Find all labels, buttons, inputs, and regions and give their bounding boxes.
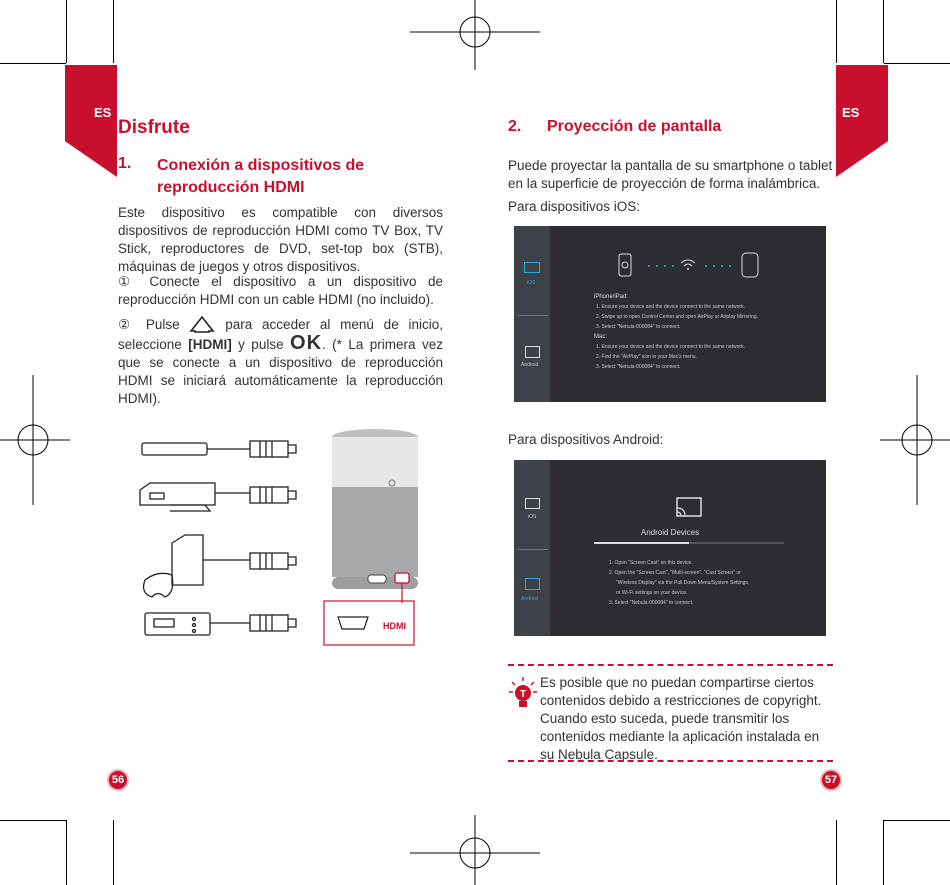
step-2: [118, 313, 443, 408]
tab-ios[interactable]: iOS: [528, 514, 537, 520]
section-title-1-line1: Conexión a dispositivos de: [157, 157, 365, 174]
android-step: or Wi-Fi settings on your device.: [616, 590, 688, 596]
lang-tab-right-label: ES: [842, 105, 860, 120]
android-devices-title: Android Devices: [640, 528, 700, 537]
cast-icon: [525, 578, 540, 590]
android-step: 2. Open the "Screen Cast", "Multi-screen", "Cast Screen" or: [609, 570, 741, 576]
registration-mark-left: [0, 375, 70, 505]
step-2-text-b: y pulse: [238, 337, 284, 352]
step-2-note: . (* La primera vez que se conecte a un dispositivo de reproducción HDMI se iniciará automáticamente la reproducción HDMI).: [118, 337, 443, 406]
tv-icon: [524, 262, 540, 273]
ok-button-icon: OK: [290, 332, 323, 354]
lang-tab-left: [65, 65, 117, 177]
intro-paragraph: Este dispositivo es compatible con diversos dispositivos de reproducción HDMI como TV Box, TV Stick, reproductores de DVD, set-top box (STB), máquinas de juegos y otros dispositivos.: [118, 205, 443, 274]
iphone-step: 3. Select "Nebula-000084" to connect.: [596, 324, 681, 330]
lang-tab-left-label: ES: [94, 105, 112, 120]
airplay-diagram: [614, 250, 774, 284]
android-screen: [514, 460, 826, 636]
step-2-text: para acceder al menú de inicio, seleccione: [118, 317, 443, 352]
section-title-1: [157, 155, 364, 199]
hdmi-port-label: HDMI: [383, 621, 406, 631]
svg-text:T: T: [519, 689, 527, 700]
registration-mark-bottom: [410, 815, 540, 885]
section-number-1: 1.: [118, 155, 132, 172]
lang-tab-right: [836, 65, 888, 177]
registration-mark-top: [410, 0, 540, 70]
step-1: ① Conecte el dispositivo a un dispositivo de reproducción HDMI con un cable HDMI (no incluido).: [118, 274, 443, 307]
tip-divider-top: [508, 664, 833, 666]
mac-step: 2. Find the "AirPlay" icon in your Mac's menu.: [596, 354, 697, 360]
screen-sidebar: [514, 460, 550, 636]
tab-android[interactable]: Android: [521, 362, 539, 368]
page-title: Disfrute: [118, 117, 190, 138]
mac-heading: Mac:: [594, 334, 608, 340]
android-label: Para dispositivos Android:: [508, 432, 664, 447]
hdmi-menu-label: [HDMI]: [188, 337, 232, 352]
section-number-2: 2.: [508, 118, 522, 135]
tab-ios[interactable]: iOS: [527, 280, 536, 286]
home-icon: [189, 313, 215, 333]
screen-sidebar: [514, 226, 550, 402]
page-number-right: 57: [820, 769, 842, 791]
iphone-heading: iPhone/iPad:: [594, 294, 629, 300]
hdmi-connection-illustration: [130, 425, 430, 650]
step-2-prefix: ② Pulse: [118, 317, 180, 332]
tip-divider-bottom: [508, 760, 833, 762]
page-number-left: 56: [107, 769, 129, 791]
tv-icon: [525, 498, 540, 509]
registration-mark-right: [880, 375, 950, 505]
iphone-step: 1. Ensure your device and the device connect to the same network.: [596, 304, 745, 310]
android-step: 1. Open "Screen Cast" on this device.: [609, 560, 693, 566]
ios-label: Para dispositivos iOS:: [508, 199, 641, 214]
lightbulb-icon: [508, 676, 538, 712]
copyright-tip: Es posible que no puedan compartirse ciertos contenidos debido a restricciones de copyright. Cuando esto suceda, puede transmitir los contenidos mediante la aplicación instalada en su Nebula Capsule.: [540, 675, 822, 762]
iphone-step: 2. Swipe up to open Control Center and open AirPlay or Airplay Mirroring.: [596, 314, 759, 320]
section-title-1-line2: reproducción HDMI: [157, 179, 305, 196]
projection-intro: Puede proyectar la pantalla de su smartphone o tablet en la superficie de proyección de forma inalámbrica.: [508, 158, 833, 191]
mac-step: 1. Ensure your device and the device connect to the same network.: [596, 344, 745, 350]
progress-track: [594, 542, 784, 544]
screen-cast-icon: [674, 496, 704, 520]
android-step: 3. Select "Nebula-000084" to connect.: [609, 600, 694, 606]
progress-fill: [594, 542, 689, 544]
section-title-2: Proyección de pantalla: [547, 118, 722, 135]
mac-step: 3. Select "Nebula-000084" to connect.: [596, 364, 681, 370]
ios-screen: [514, 226, 826, 402]
cast-icon: [525, 346, 540, 358]
tab-android[interactable]: Android: [521, 596, 539, 602]
android-step: "Wireless Display" via the Pull Down Menu/System Settings,: [616, 580, 750, 586]
